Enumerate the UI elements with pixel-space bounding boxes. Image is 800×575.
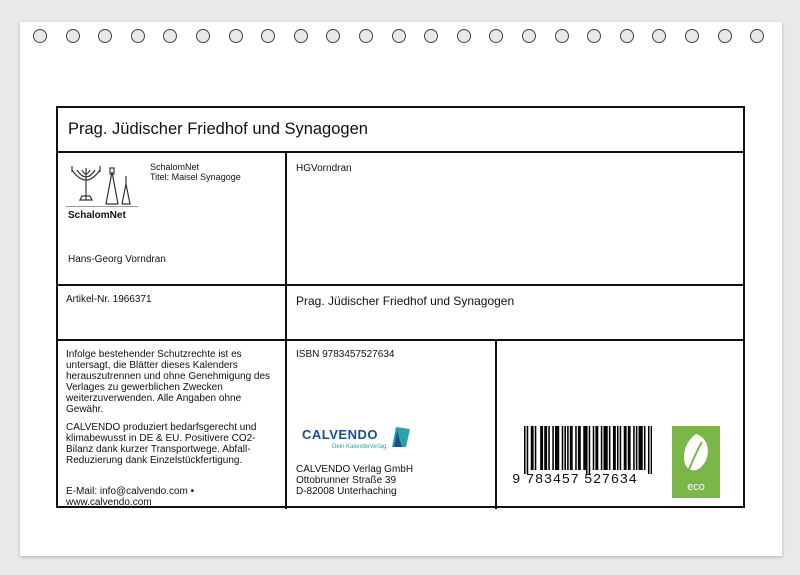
binding-hole xyxy=(718,29,732,43)
divider xyxy=(58,284,743,286)
barcode-bars xyxy=(524,426,652,474)
binding-holes xyxy=(33,29,773,47)
leaf-icon xyxy=(672,428,720,478)
divider xyxy=(58,339,743,341)
binding-hole xyxy=(522,29,536,43)
binding-hole xyxy=(294,29,308,43)
binding-hole xyxy=(261,29,275,43)
binding-hole xyxy=(424,29,438,43)
author-cell xyxy=(66,160,286,285)
author-line1: SchalomNet xyxy=(150,162,200,172)
eco-label: eco xyxy=(687,481,705,493)
binding-hole xyxy=(66,29,80,43)
binding-hole xyxy=(326,29,340,43)
divider xyxy=(285,151,287,509)
binding-hole xyxy=(457,29,471,43)
barcode-group-1: 783457 xyxy=(526,472,580,488)
legal-text-2: CALVENDO produziert bedarfsgerecht und klimabewusst in DE & EU. Positivere CO2-Bilanz dank kurzer Transportwege. Abfall-Reduzierung dank Einzelstückfertigung. xyxy=(66,422,257,466)
info-sheet xyxy=(56,106,745,508)
divider xyxy=(58,151,743,153)
barcode-group-2: 527634 xyxy=(584,472,638,488)
calvendo-logo-tagline: Dein Kalenderverlag xyxy=(332,444,387,450)
barcode xyxy=(512,426,642,490)
binding-hole xyxy=(587,29,601,43)
eco-badge xyxy=(672,426,720,498)
calvendo-logo-name: CALVENDO xyxy=(302,427,378,442)
binding-hole xyxy=(620,29,634,43)
divider xyxy=(495,339,497,509)
binding-hole xyxy=(489,29,503,43)
logo-text: SchalomNet xyxy=(68,210,126,221)
binding-hole xyxy=(750,29,764,43)
publisher-street: Ottobrunner Straße 39 xyxy=(296,475,397,486)
binding-hole xyxy=(98,29,112,43)
legal-text-1: Infolge bestehender Schutzrechte ist es untersagt, die Blätter dieses Kalenders herauszutrennen und ohne Genehmigung des Verlages zu gewerblichen Zwecken weiterzuverwenden. Alle Angaben ohne Gewähr. xyxy=(66,349,271,415)
binding-hole xyxy=(196,29,210,43)
barcode-lead-digit: 9 xyxy=(512,472,521,488)
publisher-city: D-82008 Unterhaching xyxy=(296,486,397,497)
binding-hole xyxy=(229,29,243,43)
binding-hole xyxy=(555,29,569,43)
binding-hole xyxy=(652,29,666,43)
isbn-label: ISBN 9783457527634 xyxy=(296,349,395,360)
publisher-name: CALVENDO Verlag GmbH xyxy=(296,464,414,475)
binding-hole xyxy=(163,29,177,43)
calvendo-flag-icon xyxy=(390,425,412,449)
contact-text: E-Mail: info@calvendo.com • www.calvendo.com xyxy=(66,486,195,508)
binding-hole xyxy=(359,29,373,43)
binding-hole xyxy=(33,29,47,43)
sheet-title: Prag. Jüdischer Friedhof und Synagogen xyxy=(68,120,368,138)
article-number: Artikel-Nr. 1966371 xyxy=(66,294,152,305)
binding-hole xyxy=(131,29,145,43)
author-line2: Titel: Maisel Synagoge xyxy=(150,172,241,182)
title-repeat: Prag. Jüdischer Friedhof und Synagogen xyxy=(296,294,515,308)
calvendo-logo xyxy=(302,425,417,455)
binding-hole xyxy=(685,29,699,43)
binding-hole xyxy=(392,29,406,43)
author-name: Hans-Georg Vorndran xyxy=(68,254,166,265)
photographer: HGVorndran xyxy=(296,163,352,174)
